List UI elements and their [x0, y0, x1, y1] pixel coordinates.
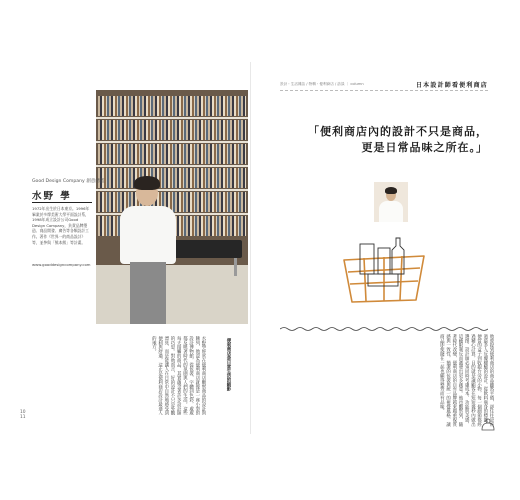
section-title: 日本設計師看便利商店 — [415, 82, 488, 89]
shelf-books — [98, 120, 246, 140]
shopping-basket-illustration — [336, 234, 432, 306]
section-divider — [280, 90, 488, 91]
portrait-hair — [385, 187, 397, 194]
pull-quote: 「便利商店內的設計不只是商品，更是日常品味之所在。」 — [308, 125, 488, 154]
right-page — [268, 62, 500, 434]
basket-items-icon — [360, 238, 404, 286]
left-page — [20, 62, 250, 434]
bench-leg — [234, 258, 237, 276]
subhead: 便利商店是日常生活的縮影 — [226, 338, 231, 391]
shelf-books — [98, 96, 246, 116]
shelf-divider — [96, 117, 248, 119]
section-breadcrumb: 設計・生活雜誌 / 特輯・便利商店 / 訪談 ｜ column — [280, 82, 364, 86]
designer-portrait — [374, 182, 408, 222]
shelf-books — [98, 168, 246, 188]
wavy-divider — [280, 326, 488, 332]
page-folio: 10 11 — [20, 410, 26, 420]
mascot-icon — [480, 418, 496, 432]
basket-outline-icon — [344, 256, 424, 302]
floor — [96, 265, 248, 324]
caption-divider — [32, 202, 92, 203]
person-pants — [130, 262, 166, 324]
caption-company: Good Design Company 創意總監 — [32, 179, 105, 184]
caption-bio: 1972年出生於日本東京。1996年畢業於多摩美術大學平面設計系，1998年成立設計公司Good Design Company，負責品牌塑造、商品開發、廣告等各類設計工作。著作《世界一的商品設計》等，並參與「熊本熊」等計畫。 — [32, 206, 90, 245]
portrait-body — [379, 201, 403, 222]
person-shirt — [120, 206, 176, 264]
person-hair — [134, 176, 160, 190]
left-body-text: 水野學經常在便利商店觀察商品的設計與陳列，他認為便利商店就像是一座小型的設計博物館，從包裝、字體到色彩，處處都反映著時代的氛圍與人們的生活。這些每天接觸的商品，其實蘊含著許多設計師的巧思。對他而言，好的設計不只是外觀漂亮，而是能讓人在日常中自然地感受到便利與舒適，這正是便利商店設計最迷人的地方。 — [151, 336, 206, 416]
shelf-divider — [96, 189, 248, 191]
caption-website: www.gooddesigncompany.com — [32, 262, 91, 267]
shelf-divider — [96, 141, 248, 143]
caption-name: 水野 學 — [32, 191, 72, 202]
shelf-books — [98, 192, 246, 212]
shelf-divider — [96, 165, 248, 167]
right-body-text: 他曾提到便利商店的商品雖然平價，卻往往是經過最多人反覆檢驗的設計。從飲料瓶身的標籤、便當的盒子到收銀台旁的小物，每一個細節都經過精心計算，目的就是讓顧客在短短幾秒內做出選擇。設計師必須同時考慮成本、功能與美感，這種限制反而激發出更多創意。他也觀察到，隨著時代改變，便利商店的自有品牌越來越重視質感與一致性，簡潔的包裝與統一的視覺風格，讓商品即使擺在一起也顯得整齊而有品味。 — [439, 334, 494, 427]
shelf-books — [98, 144, 246, 164]
designer-photo — [96, 90, 248, 324]
